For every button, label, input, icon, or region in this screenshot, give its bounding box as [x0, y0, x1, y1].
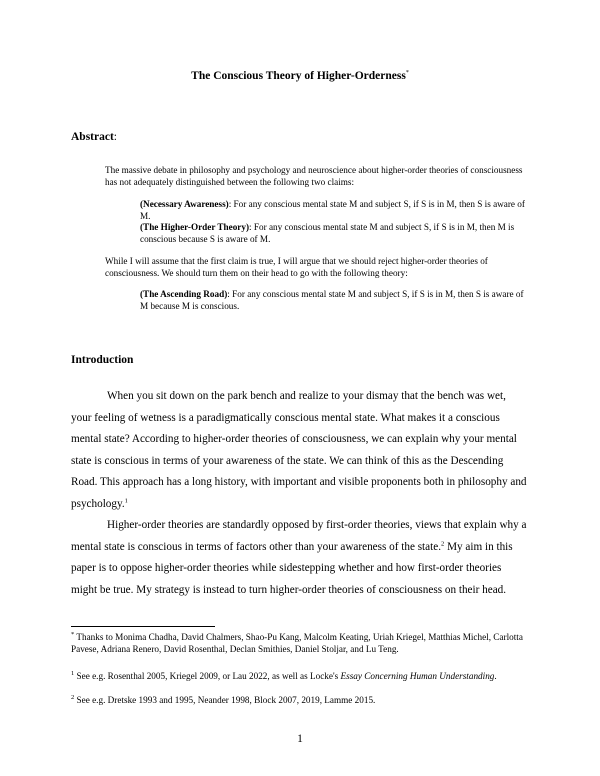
abstract-claims [140, 199, 530, 245]
claim-label: (Necessary Awareness) [140, 199, 229, 209]
intro-paragraph-1 [71, 386, 529, 515]
claim-label: (The Ascending Road) [140, 289, 228, 299]
introduction-heading: Introduction [71, 354, 134, 366]
claim-text: : For any conscious mental state M and subject S, if S is in M, then S is aware of M. [140, 199, 525, 221]
abstract-intro: The massive debate in philosophy and psychology and neuroscience about higher-order theories of consciousness has not adequately distinguished between the following two claims: [105, 165, 523, 187]
claim-text: : For any conscious mental state M and subject S, if S is in M, then S is aware of M because M is conscious. [140, 289, 524, 311]
paragraph-text: When you sit down on the park bench and realize to your dismay that the bench was wet, your feeling of wetness is a paradigmatically conscious mental state. What makes it a conscious mental state? According to higher-order theories of consciousness, we can explain why your mental state is conscious in terms of your awareness of the state. We can think of this as the Descending Road. This approach has a long history, with important and visible proponents both in philosophy and psychology. [71, 390, 527, 510]
footnote-acknowledgements [71, 632, 529, 655]
paragraph-text: Higher-order theories are standardly opposed by first-order theories, views that explain why a mental state is conscious in terms of factors other than your awareness of the state. [71, 519, 527, 553]
claim-higher-order-theory [140, 222, 530, 245]
footnote-divider [71, 626, 215, 627]
footnote-1 [71, 671, 529, 683]
claim-ascending-road [140, 289, 530, 312]
footnote-ref-2: 2 [441, 539, 445, 547]
claim-label: (The Higher-Order Theory) [140, 222, 250, 232]
intro-paragraph-2 [71, 515, 529, 601]
claim-necessary-awareness [140, 199, 530, 222]
footnote-text: See e.g. Rosenthal 2005, Kriegel 2009, or Lau 2022, as well as Locke's [74, 671, 341, 681]
abstract-heading [71, 131, 117, 143]
abstract-heading-colon: : [113, 131, 117, 143]
abstract-second-paragraph: While I will assume that the first claim is true, I will argue that we should reject higher-order theories of consciousness. We should turn them on their head to go with the following theory: [105, 256, 488, 278]
footnote-mark: 2 [71, 693, 75, 701]
footnote-text: See e.g. Dretske 1993 and 1995, Neander 1998, Block 2007, 2019, Lamme 2015. [74, 695, 376, 705]
footnote-mark: 1 [71, 669, 75, 677]
footnote-2 [71, 695, 529, 707]
footnote-italic-title: Essay Concerning Human Understanding [340, 671, 495, 681]
title-text: The Conscious Theory of Higher-Orderness [191, 70, 406, 82]
footnote-mark: * [71, 630, 75, 638]
footnote-text: Thanks to Monima Chadha, David Chalmers, Shao-Pu Kang, Malcolm Keating, Uriah Kriegel, Matthias Michel, Carlotta Pavese, Adriana Renero, David Rosenthal, Declan Smithies, Daniel Stoljar, and Lu Teng. [71, 632, 523, 654]
footnote-end: . [494, 671, 497, 681]
page-number: 1 [297, 733, 303, 745]
title-footnote-mark: * [405, 70, 409, 77]
abstract-heading-text: Abstract [71, 131, 114, 143]
paper-title [0, 70, 600, 82]
paragraph-text-cont: My aim in this paper is to oppose higher-order theories while sidestepping whether and how first-order theories might be true. My strategy is instead to turn higher-order theories of consciousness on their head. [71, 540, 513, 596]
claim-text: : For any conscious mental state M and subject S, if S is in M, then M is conscious because S is aware of M. [140, 222, 515, 244]
footnote-ref-1: 1 [124, 496, 128, 504]
